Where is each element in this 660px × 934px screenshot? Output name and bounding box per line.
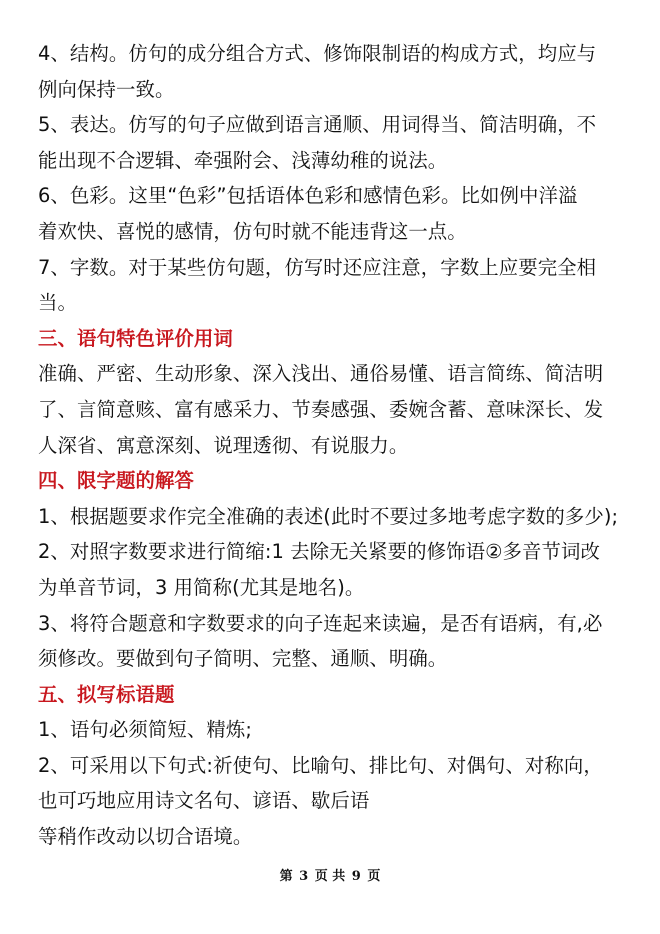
footer-suffix: 页 bbox=[367, 869, 381, 884]
body-line: 着欢快、喜悦的感情，仿句时就不能违背这一点。 bbox=[38, 219, 467, 243]
total-page-count: 9 bbox=[351, 869, 361, 884]
body-line: 了、言简意赅、富有感采力、节奏感强、委婉含蓄、意味深长、发 bbox=[38, 397, 604, 421]
body-line: 5、表达。仿写的句子应做到语言通顺、用词得当、简洁明确，不 bbox=[38, 113, 597, 137]
body-line: 也可巧地应用诗文名句、谚语、歇后语 bbox=[38, 789, 370, 813]
body-line: 4、结构。仿句的成分组合方式、修饰限制语的构成方式，均应与 bbox=[38, 42, 597, 65]
body-line: 当。 bbox=[38, 291, 77, 315]
document-body bbox=[38, 36, 628, 855]
body-line: 1、语句必须简短、精炼; bbox=[38, 718, 252, 742]
body-line: 2、对照字数要求进行简缩:1 去除无关紧要的修饰语②多音节词改 bbox=[38, 540, 601, 564]
section-heading: 三、语句特色评价用词 bbox=[38, 326, 233, 350]
section-heading: 五、拟写标语题 bbox=[38, 682, 175, 706]
body-line: 为单音节词，3 用简称(尤其是地名)。 bbox=[38, 575, 365, 599]
body-line: 准确、严密、生动形象、深入浅出、通俗易懂、语言简练、简洁明 bbox=[38, 362, 604, 386]
page-number-footer bbox=[0, 865, 660, 884]
body-line: 6、色彩。这里“色彩”包括语体色彩和感情色彩。比如例中洋溢 bbox=[38, 184, 578, 208]
section-heading: 四、限字题的解答 bbox=[38, 469, 194, 493]
body-line: 7、字数。对于某些仿句题，仿写时还应注意，字数上应要完全相 bbox=[38, 255, 597, 279]
body-line: 2、可采用以下句式:祈使句、比喻句、排比句、对偶句、对称向， bbox=[38, 753, 603, 777]
body-line: 3、将符合题意和字数要求的向子连起来读遍，是否有语病，有,必 bbox=[38, 611, 603, 635]
body-line: 人深省、寓意深刻、说理透彻、有说服力。 bbox=[38, 433, 409, 457]
body-line: 能出现不合逻辑、牵强附会、浅薄幼稚的说法。 bbox=[38, 148, 448, 172]
current-page-number: 3 bbox=[299, 869, 309, 884]
body-line: 等稍作改动以切合语境。 bbox=[38, 825, 253, 849]
body-line: 须修改。要做到句子简明、完整、通顺、明确。 bbox=[38, 647, 448, 671]
body-line: 1、根据题要求作完全准确的表述(此时不要过多地考虑字数的多少); bbox=[38, 504, 619, 528]
body-line: 例向保持一致。 bbox=[38, 77, 175, 101]
footer-middle: 页 共 bbox=[314, 869, 346, 884]
footer-prefix: 第 bbox=[279, 869, 293, 884]
